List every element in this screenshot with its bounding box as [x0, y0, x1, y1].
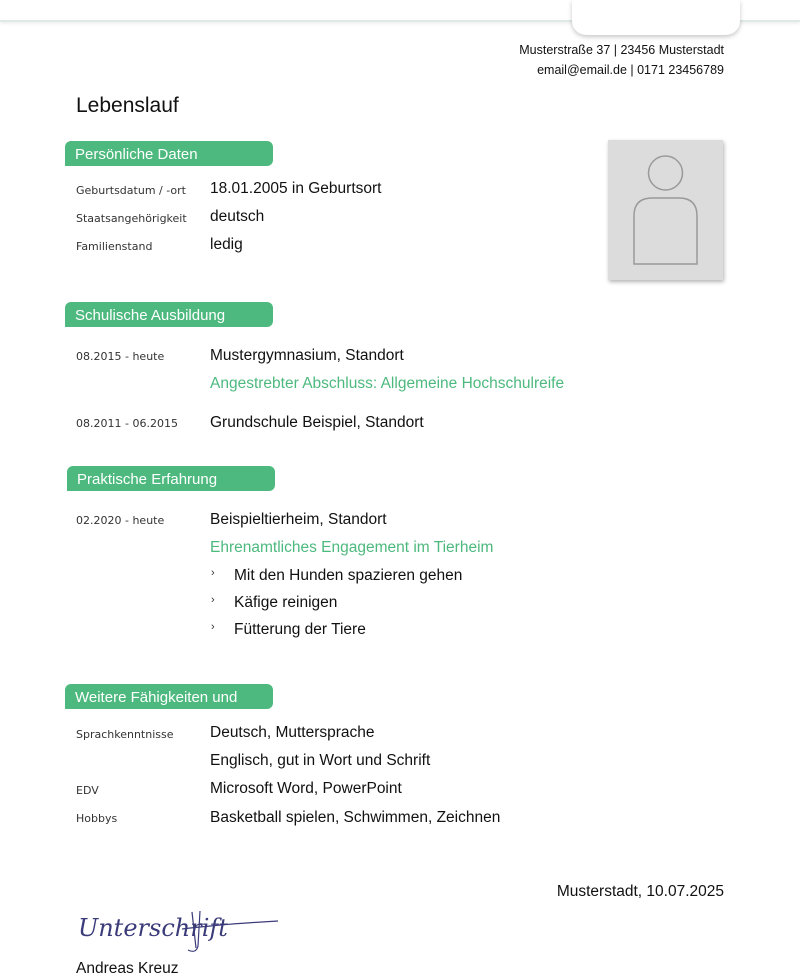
section-heading-personal: Persönliche Daten: [65, 141, 273, 166]
school-institution-2: Grundschule Beispiel, Standort: [210, 414, 424, 431]
experience-bullet-1: Mit den Hunden spazieren gehen: [234, 567, 463, 584]
contact-email-phone: email@email.de | 0171 23456789: [537, 63, 724, 77]
signer-name: Andreas Kreuz: [76, 960, 179, 977]
person-silhouette-icon: [608, 140, 723, 280]
place-date: Musterstadt, 10.07.2025: [556, 883, 724, 900]
school-period-1: 08.2015 - heute: [76, 350, 165, 363]
header-tab: [572, 0, 740, 35]
marital-value: ledig: [210, 236, 243, 253]
language-2: Englisch, gut in Wort und Schrift: [210, 752, 431, 769]
page-title: Lebenslauf: [76, 94, 179, 117]
section-heading-skills: Weitere Fähigkeiten und: [65, 684, 273, 709]
bullet-icon: ›: [211, 594, 215, 606]
language-1: Deutsch, Muttersprache: [210, 724, 375, 741]
nationality-value: deutsch: [210, 208, 265, 225]
marital-label: Familienstand: [76, 240, 153, 253]
nationality-label: Staatsangehörigkeit: [76, 212, 187, 225]
experience-role: Ehrenamtliches Engagement im Tierheim: [210, 539, 494, 556]
hobbies-label: Hobbys: [76, 812, 118, 825]
school-institution-1: Mustergymnasium, Standort: [210, 347, 404, 364]
section-heading-school: Schulische Ausbildung: [65, 302, 273, 327]
birth-label: Geburtsdatum / -ort: [76, 184, 186, 197]
it-value: Microsoft Word, PowerPoint: [210, 780, 402, 797]
bullet-icon: ›: [211, 567, 215, 579]
birth-value: 18.01.2005 in Geburtsort: [210, 180, 382, 197]
experience-bullet-3: Fütterung der Tiere: [234, 621, 366, 638]
hobbies-value: Basketball spielen, Schwimmen, Zeichnen: [210, 809, 501, 826]
signature: [74, 902, 284, 960]
bullet-icon: ›: [211, 621, 215, 633]
experience-bullet-2: Käfige reinigen: [234, 594, 338, 611]
languages-label: Sprachkenntnisse: [76, 728, 174, 741]
school-period-2: 08.2011 - 06.2015: [76, 417, 178, 430]
section-heading-experience: Praktische Erfahrung: [67, 466, 275, 491]
contact-address: Musterstraße 37 | 23456 Musterstadt: [519, 43, 724, 57]
it-label: EDV: [76, 784, 99, 797]
experience-place: Beispieltierheim, Standort: [210, 511, 387, 528]
experience-period: 02.2020 - heute: [76, 514, 165, 527]
school-note-1: Angestrebter Abschluss: Allgemeine Hochschulreife: [210, 375, 565, 392]
profile-photo: [608, 140, 723, 280]
signature-text: Unterschrift: [78, 914, 228, 942]
